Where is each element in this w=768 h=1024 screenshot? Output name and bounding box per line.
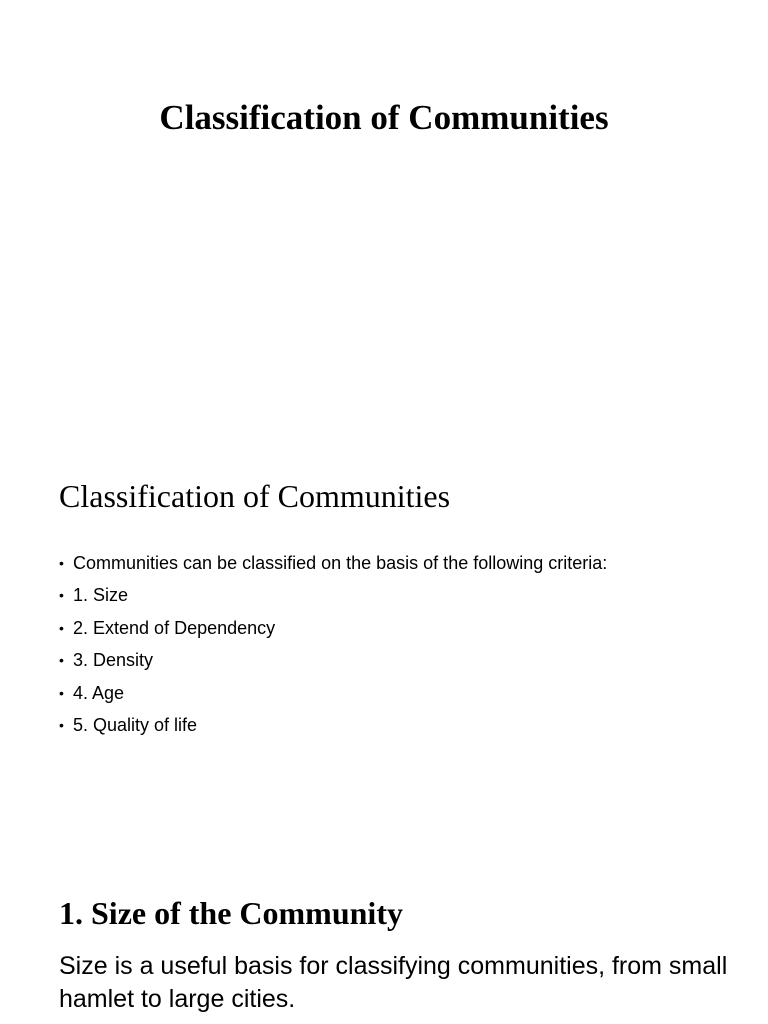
size-heading: 1. Size of the Community [59,895,403,931]
slide-title-heading: Classification of Communities [159,98,609,137]
list-item-text: 5. Quality of life [73,714,198,735]
criteria-list [59,547,607,741]
slide-title [0,0,768,440]
slide-classification [0,440,768,860]
size-body-text: Size is a useful basis for classifying communities, from small hamlet to large cities. [59,952,728,1013]
list-item [59,579,607,611]
list-item-text: 4. Age [73,682,125,703]
list-item-text: Communities can be classified on the basis of the following criteria: [73,553,608,573]
list-item-text: 3. Density [73,650,154,671]
list-item [59,644,607,676]
list-item [59,547,607,579]
list-item-text: 1. Size [73,585,129,606]
slide-size [0,860,768,1024]
bullet-icon: • [59,684,64,701]
list-item-text: 2. Extend of Dependency [73,617,276,638]
list-item [59,709,607,741]
list-item [59,677,607,709]
bullet-icon: • [59,555,64,571]
bullet-icon: • [59,652,64,669]
bullet-icon: • [59,619,64,636]
bullet-icon: • [59,716,64,733]
bullet-icon: • [59,587,64,604]
classification-heading: Classification of Communities [59,478,451,514]
list-item [59,612,607,644]
